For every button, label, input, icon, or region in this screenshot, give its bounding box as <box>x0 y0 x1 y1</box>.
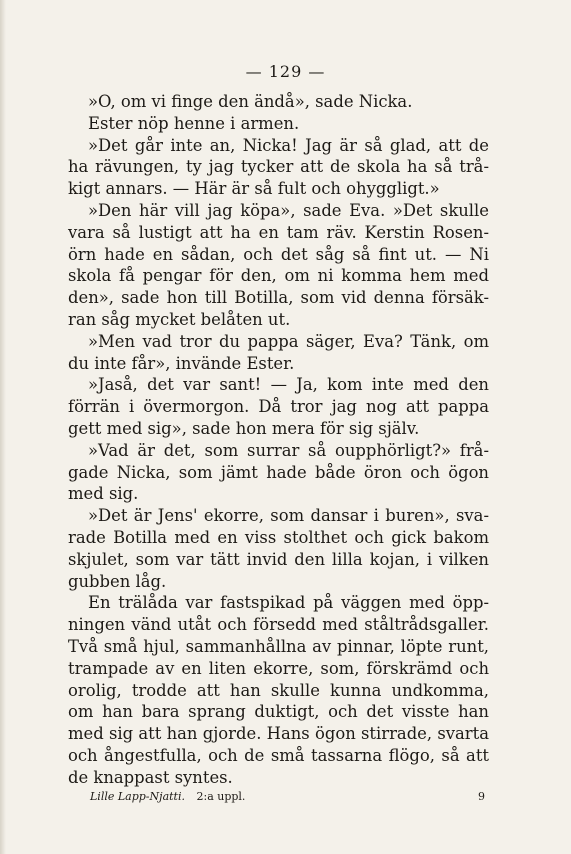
text-line: »Det är Jens' ekorre, som dansar i buren», sva- <box>88 506 489 526</box>
page-number: — 129 — <box>245 62 326 81</box>
text-line: Ester nöp henne i armen. <box>88 113 300 133</box>
text-line: vara så lustigt att ha en tam räv. Kerstin Rosen- <box>68 222 489 242</box>
text-line: gade Nicka, som jämt hade både öron och ögon <box>68 462 489 482</box>
text-line: du inte får», invände Ester. <box>68 353 295 373</box>
footer-signature <box>90 790 245 803</box>
text-line: skjulet, som var tätt invid den lilla kojan, i vilken <box>68 549 489 569</box>
text-line: ran såg mycket belåten ut. <box>68 309 291 329</box>
text-line: »Men vad tror du pappa säger, Eva? Tänk, om <box>88 331 489 351</box>
text-line: skola få pengar för den, om ni komma hem med <box>68 266 489 286</box>
text-line: de knappast syntes. <box>68 767 233 787</box>
text-line: örn hade en sådan, och det såg så fint ut. — Ni <box>68 244 489 264</box>
text-line: Två små hjul, sammanhållna av pinnar, löpte runt, <box>68 636 489 656</box>
text-line: trampade av en liten ekorre, som, förskrämd och <box>68 658 489 678</box>
footer-title: Lille Lapp-Njatti. <box>90 790 185 803</box>
text-line: orolig, trodde att han skulle kunna undkomma, <box>68 680 489 700</box>
text-line: »Vad är det, som surrar så oupphörligt?» frå- <box>88 440 489 460</box>
text-line: med sig. <box>68 484 139 504</box>
text-line: »Det går inte an, Nicka! Jag är så glad, att de <box>88 135 489 155</box>
text-line: »Den här vill jag köpa», sade Eva. »Det skulle <box>88 200 489 220</box>
text-line: »Jaså, det var sant! — Ja, kom inte med den <box>88 375 489 395</box>
text-line: gett med sig», sade hon mera för sig själv. <box>68 418 420 438</box>
text-line: ningen vänd utåt och försedd med ståltrådsgaller. <box>68 615 489 635</box>
text-line: rade Botilla med en viss stolthet och gick bakom <box>68 527 489 547</box>
text-line: En trälåda var fastspikad på väggen med öpp- <box>88 593 489 613</box>
text-line: och ångestfulla, och de små tassarna flögo, så att <box>68 745 489 765</box>
text-line: om han bara sprang duktigt, och det visste han <box>68 702 489 722</box>
text-line: gubben låg. <box>68 571 167 591</box>
footer-edition: 2:a uppl. <box>196 790 246 803</box>
text-line: »O, om vi finge den ändå», sade Nicka. <box>88 92 413 111</box>
text-line: kigt annars. — Här är så fult och ohyggligt.» <box>68 179 440 199</box>
text-line: den», sade hon till Botilla, som vid denna försäk- <box>68 288 489 308</box>
text-line: förrän i övermorgon. Då tror jag nog att pappa <box>68 397 489 417</box>
page-edge-shadow <box>0 0 6 854</box>
text-line: ha rävungen, ty jag tycker att de skola ha så trå- <box>68 157 489 177</box>
text-line: med sig att han gjorde. Hans ögon stirrade, svarta <box>68 724 489 744</box>
footer <box>90 790 485 803</box>
footer-sheet-number: 9 <box>478 790 485 803</box>
body-text <box>68 91 489 789</box>
